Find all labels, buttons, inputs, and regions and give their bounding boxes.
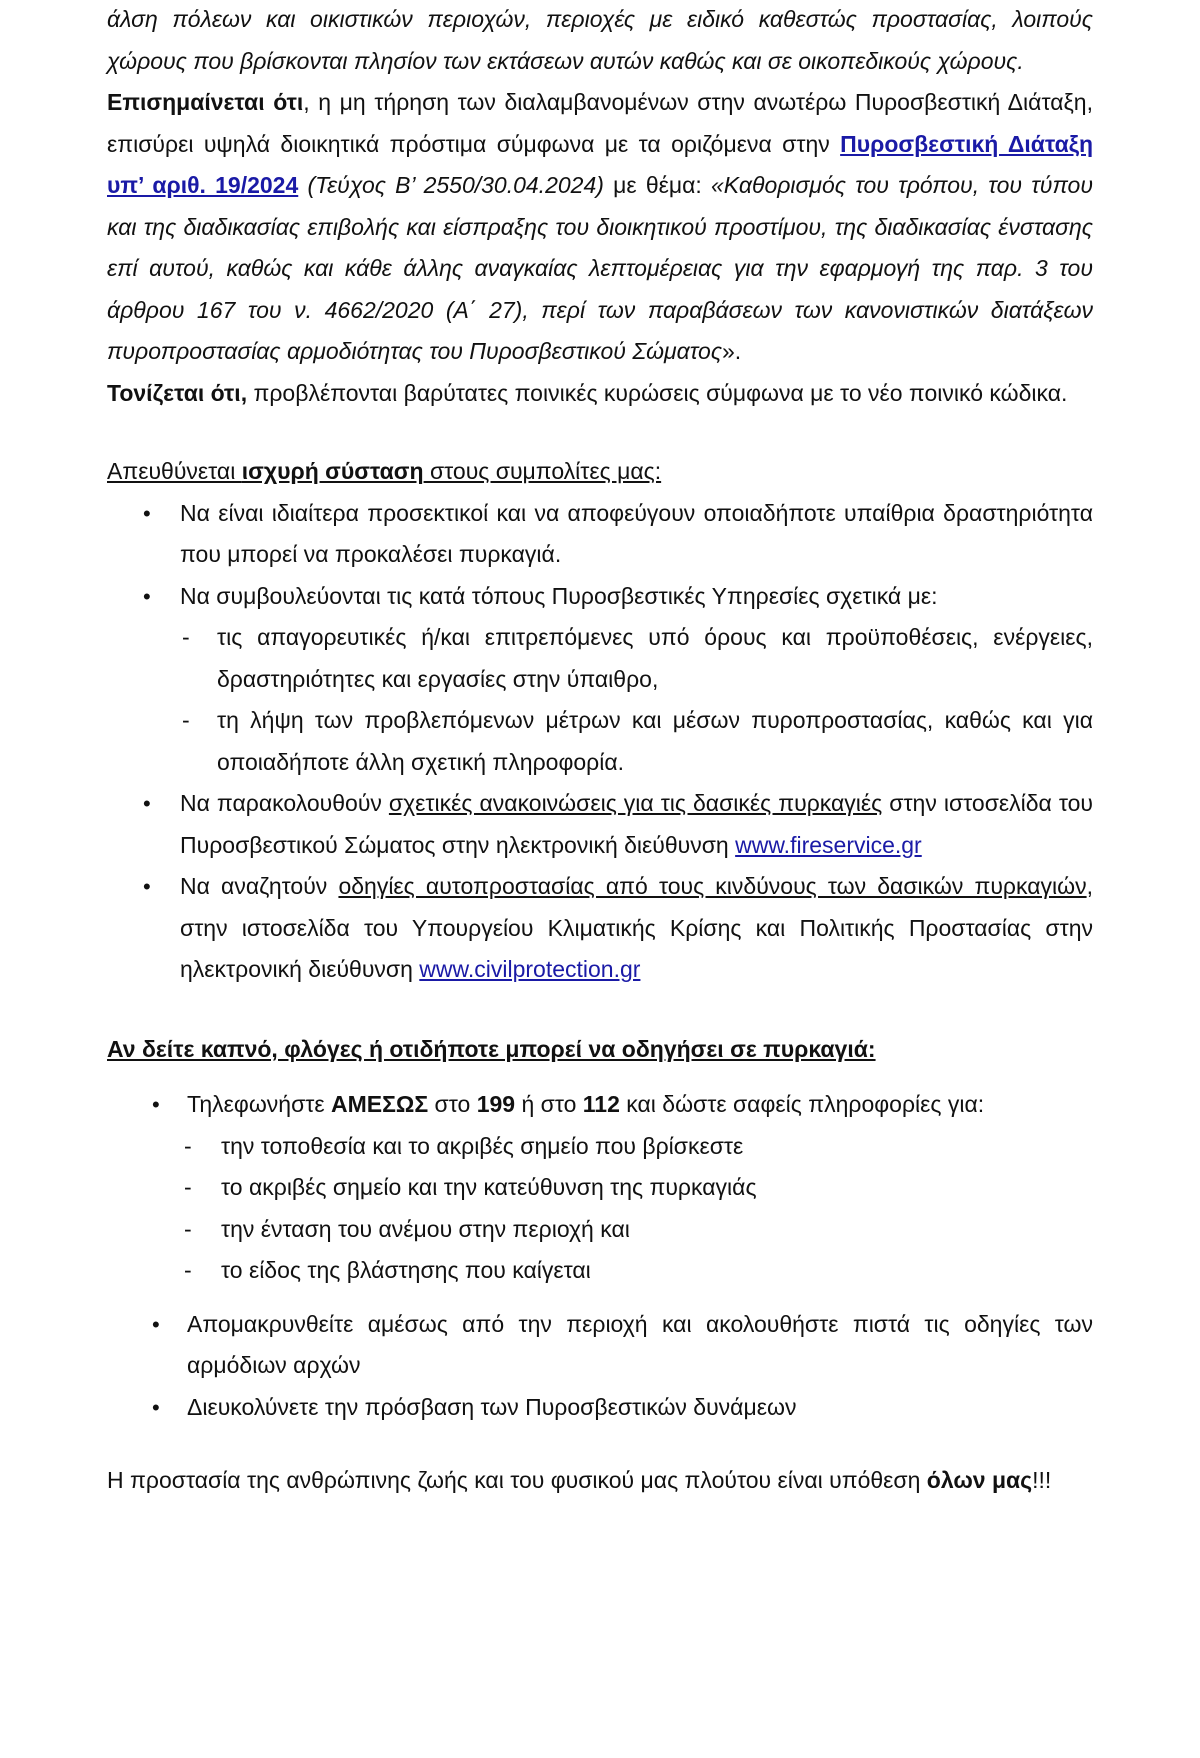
fire-regulation-link[interactable]: Πυροσβεστική Διάταξη υπ’ αριθ. 19/2024 — [107, 130, 1093, 198]
alert-heading: Αν δείτε καπνό, φλόγες ή οτιδήποτε μπορεί να οδηγήσει σε πυρκαγιά: — [107, 1035, 876, 1062]
announcements-text: σχετικές ανακοινώσεις για τις δασικές πυρκαγιές — [388, 790, 883, 816]
sub-list-item — [107, 1126, 1093, 1168]
list-item-text: και δώστε σαφείς πληροφορίες για: — [619, 1091, 985, 1117]
regulation-subject-quote: «Καθορισμός του τρόπου, του τύπου και της διαδικασίας επιβολής και είσπραξης του διοικητικού προστίμου, της διαδικασίας ένστασης επί αυτού, καθώς και κάθε άλλης αναγκαίας λεπτομέρειας για την εφαρμογή της παρ. 3 του άρθρου 167 του ν. 4662/2020 (Α΄ 27), περί των παραβάσεων των κανονιστικών διατάξεων πυροπροστασίας αρμοδιότητας του Πυροσβεστικού Σώματος — [107, 172, 1093, 364]
sub-list-item — [107, 617, 1093, 700]
list-item-text: στην ιστοσελίδα του Πυροσβεστικού Σώματος στην ηλεκτρονική διεύθυνση — [180, 790, 1093, 858]
immediately-text: ΑΜΕΣΩΣ — [331, 1091, 429, 1117]
closing-bold-our: μας — [991, 1467, 1033, 1493]
sub-list-item — [107, 700, 1093, 783]
list-item-text: Διευκολύνετε την πρόσβαση των Πυροσβεστικών δυνάμεων — [187, 1393, 797, 1420]
recommendation-heading — [107, 451, 1093, 493]
quote-end: ». — [722, 338, 742, 364]
list-item — [107, 1387, 1093, 1429]
sub-list-item — [107, 1167, 1093, 1209]
phone-112: 112 — [582, 1091, 620, 1117]
phone-199: 199 — [476, 1091, 516, 1117]
emergency-list — [107, 1084, 1093, 1428]
intro-paragraph — [107, 0, 1093, 82]
sub-list-item-text: τις απαγορευτικές ή/και επιτρεπόμενες υπό όρους και προϋποθέσεις, ενέργειες, δραστηριότητες και εργασίες στην ύπαιθρο, — [217, 624, 1093, 692]
closing-exclamation: !!! — [1032, 1467, 1052, 1493]
list-item — [107, 493, 1093, 576]
self-protection-text: οδηγίες αυτοπροστασίας από τους κινδύνους των δασικών πυρκαγιών — [338, 873, 1087, 899]
sub-list-item-text: την ένταση του ανέμου στην περιοχή και — [221, 1215, 630, 1242]
penalty-paragraph — [107, 82, 1093, 373]
recommend-pre: Απευθύνεται — [107, 458, 242, 484]
sub-list-item-text: τη λήψη των προβλεπόμενων μέτρων και μέσων πυροπροστασίας, καθώς και για οποιαδήποτε άλλη σχετική πληροφορία. — [217, 707, 1093, 775]
recommend-post: στους συμπολίτες μας: — [423, 458, 662, 484]
list-item-text: Απομακρυνθείτε αμέσως από την περιοχή και ακολουθήστε πιστά τις οδηγίες των αρμόδιων αρχών — [187, 1310, 1093, 1378]
gazette-ref: (Τεύχος Β’ 2550/30.04.2024) — [298, 172, 604, 198]
sub-list-item-text: την τοποθεσία και το ακριβές σημείο που βρίσκεστε — [221, 1132, 744, 1159]
list-item — [107, 783, 1093, 866]
closing-paragraph — [107, 1460, 1093, 1502]
list-item-text: Τηλεφωνήστε — [187, 1091, 331, 1117]
penalty-text: , η μη τήρηση των διαλαμβανομένων στην ανωτέρω Πυροσβεστική Διάταξη, επισύρει υψηλά διοικητικά πρόστιμα σύμφωνα με τα οριζόμενα στην — [107, 89, 1093, 157]
recommendation-list — [107, 493, 1093, 991]
list-item-text: Να συμβουλεύονται τις κατά τόπους Πυροσβεστικές Υπηρεσίες σχετικά με: — [180, 582, 938, 609]
list-item — [107, 866, 1093, 991]
sub-list-item-text: το ακριβές σημείο και την κατεύθυνση της πυρκαγιάς — [221, 1174, 757, 1200]
list-item-text: στο — [428, 1091, 477, 1117]
list-item-text: , στην ιστοσελίδα του Υπουργείου Κλιματικής Κρίσης και Πολιτικής Προστασίας στην ηλεκτρονική διεύθυνση — [180, 873, 1093, 982]
recommend-bold: ισχυρή σύσταση — [241, 458, 424, 484]
fireservice-link[interactable]: www.fireservice.gr — [735, 831, 922, 858]
list-item — [107, 1304, 1093, 1387]
list-item — [107, 576, 1093, 618]
list-item-text: Να παρακολουθούν — [180, 790, 389, 816]
intro-text: άλση πόλεων και οικιστικών περιοχών, περιοχές με ειδικό καθεστώς προστασίας, λοιπούς χώρους που βρίσκονται πλησίον των εκτάσεων αυτών καθώς και σε οικοπεδικούς χώρους. — [107, 6, 1093, 74]
closing-bold-all: όλων — [926, 1467, 986, 1493]
closing-text: Η προστασία της ανθρώπινης ζωής και του φυσικού μας πλούτου είναι υπόθεση — [107, 1467, 927, 1493]
criminal-lead: Τονίζεται ότι, — [107, 379, 248, 406]
list-item-text: Να είναι ιδιαίτερα προσεκτικοί και να αποφεύγουν οποιαδήποτε υπαίθρια δραστηριότητα που μπορεί να προκαλέσει πυρκαγιά. — [180, 499, 1093, 567]
sub-list-item-text: το είδος της βλάστησης που καίγεται — [221, 1257, 591, 1283]
criminal-text: προβλέπονται βαρύτατες ποινικές κυρώσεις σύμφωνα με το νέο ποινικό κώδικα. — [247, 379, 1068, 406]
list-item-text: Να αναζητούν — [180, 873, 339, 899]
criminal-paragraph — [107, 373, 1093, 415]
civilprotection-link[interactable]: www.civilprotection.gr — [419, 956, 641, 982]
list-item-text: ή στο — [515, 1091, 583, 1117]
sub-list-item — [107, 1209, 1093, 1251]
sub-list-item — [107, 1250, 1093, 1292]
subject-label: με θέμα: — [603, 172, 712, 198]
penalty-lead: Επισημαίνεται ότι — [107, 89, 304, 115]
list-item — [107, 1084, 1093, 1126]
